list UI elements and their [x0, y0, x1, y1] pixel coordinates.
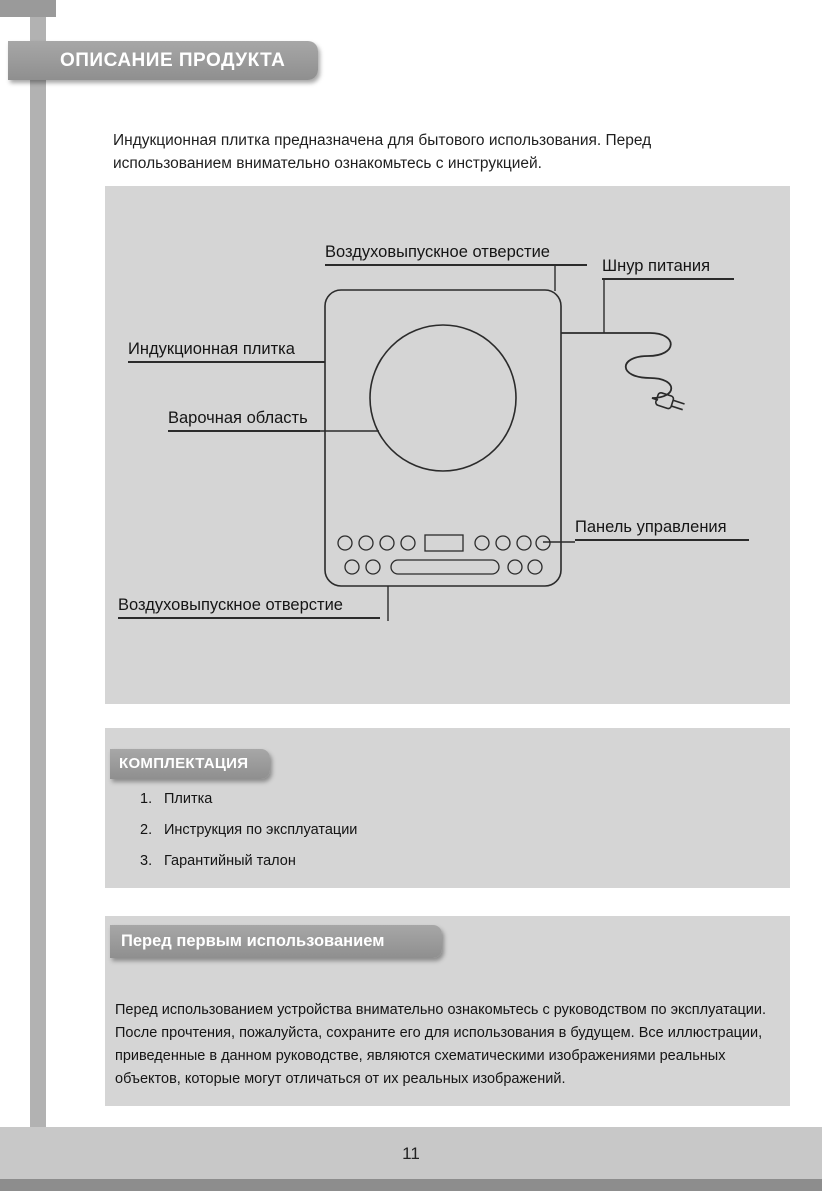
display-window [425, 535, 463, 551]
before-first-use-title: Перед первым использованием [110, 925, 442, 958]
label-air-outlet-bottom: Воздуховыпускное отверстие [118, 595, 380, 619]
label-power-cord: Шнур питания [602, 256, 734, 280]
page-title: ОПИСАНИЕ ПРОДУКТА [8, 41, 318, 80]
list-item-number: 2. [140, 822, 153, 838]
intro-text: Индукционная плитка предназначена для бытового использования. Перед использованием внимательно ознакомьтесь с инструкцией. [113, 131, 652, 172]
list-item-text: Инструкция по эксплуатации [164, 822, 358, 838]
list-item-number: 1. [140, 791, 153, 807]
power-cord-line [561, 333, 671, 400]
label-air-outlet-top: Воздуховыпускное отверстие [325, 242, 587, 266]
left-edge-strip [30, 0, 46, 1191]
power-plug-icon [655, 392, 686, 413]
list-item-number: 3. [140, 853, 153, 869]
top-left-block [0, 0, 56, 17]
list-item [140, 853, 296, 869]
control-panel-buttons-row1 [338, 535, 550, 551]
list-item [140, 791, 212, 807]
cooking-zone-circle [370, 325, 516, 471]
label-cooking-zone: Варочная область [168, 408, 320, 432]
before-first-use-text: Перед использованием устройства внимательно ознакомьтесь с руководством по эксплуатации. После прочтения, пожалуйста, сохраните его для использования в будущем. Все иллюстрации, приведенные в данном руководстве, являются схематическими изображениями реальных объектов, которые могут отличаться от их реальных изображений. [115, 1001, 767, 1088]
list-item-text: Гарантийный талон [164, 853, 296, 869]
footer-strip [0, 1179, 822, 1191]
label-control-panel: Панель управления [575, 517, 749, 541]
page-number: 11 [402, 1144, 420, 1163]
package-contents-title: КОМПЛЕКТАЦИЯ [110, 749, 270, 779]
slider-bar [391, 560, 499, 574]
list-item [140, 822, 357, 838]
device-outline [325, 290, 561, 586]
label-induction-plate: Индукционная плитка [128, 339, 325, 363]
control-panel-buttons-row2 [345, 560, 542, 574]
list-item-text: Плитка [164, 791, 213, 807]
